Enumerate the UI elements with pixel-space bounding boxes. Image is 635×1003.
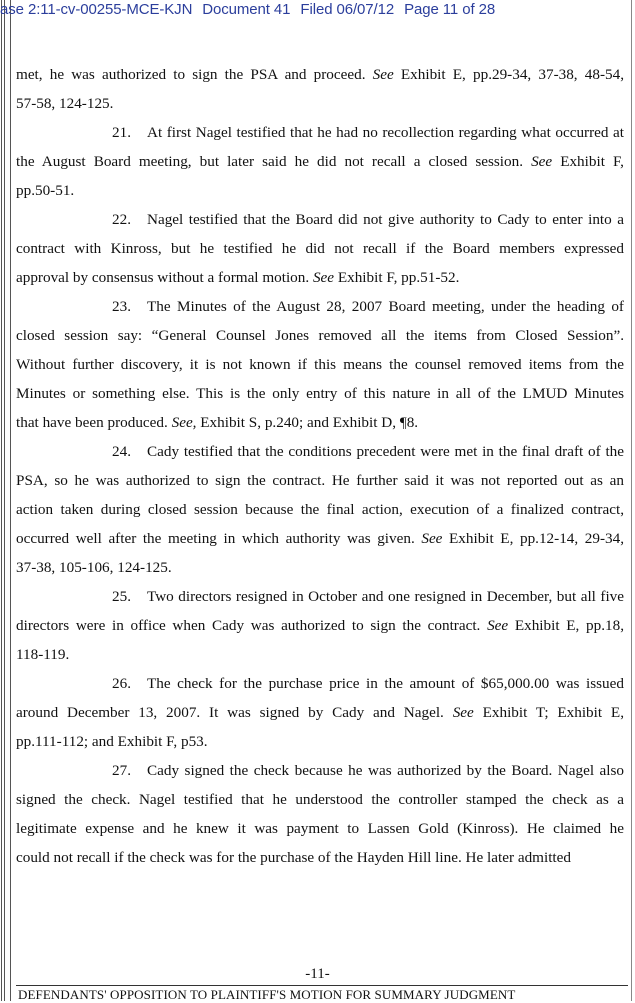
document-number: Document 41: [202, 1, 291, 18]
body-line: [16, 437, 624, 466]
body-text: [16, 60, 624, 872]
line-text: Cady testified that the conditions precedent were met in the final draft of the: [147, 443, 624, 460]
line-text: action taken during closed session because the final action, execution of a finalized contract,: [16, 501, 624, 518]
body-line: [16, 292, 624, 321]
paragraph-number: 24.: [112, 443, 131, 460]
line-text: closed session say: “General Counsel Jones removed all the items from Closed Session”.: [16, 327, 624, 344]
body-line: [16, 669, 624, 698]
paragraph-number: 27.: [112, 762, 131, 779]
line-text: the August Board meeting, but later said he did not recall a closed session. See Exhibit F,: [16, 153, 624, 170]
line-text: signed the check. Nagel testified that he understood the controller stamped the check as a: [16, 791, 624, 808]
line-text: Without further discovery, it is not known if this means the counsel removed items from the: [16, 356, 624, 373]
body-line: [16, 814, 624, 843]
case-header: [0, 0, 505, 20]
filed-date: Filed 06/07/12: [300, 1, 395, 18]
line-text: The Minutes of the August 28, 2007 Board meeting, under the heading of: [147, 298, 624, 315]
line-text: occurred well after the meeting in which authority was given. See Exhibit E, pp.12-14, 29-34,: [16, 530, 624, 547]
line-text: directors were in office when Cady was authorized to sign the contract. See Exhibit E, pp.18,: [16, 617, 624, 634]
line-text: could not recall if the check was for the purchase of the Hayden Hill line. He later admitted: [16, 849, 571, 866]
body-line: [16, 147, 624, 176]
paragraph-number: 25.: [112, 588, 131, 605]
line-text: Cady signed the check because he was authorized by the Board. Nagel also: [147, 762, 624, 779]
body-line: [16, 727, 624, 756]
body-line: [16, 408, 624, 437]
page-number: -11-: [305, 966, 330, 982]
line-text: approval by consensus without a formal motion. See Exhibit F, pp.51-52.: [16, 269, 460, 286]
case-number: ase 2:11-cv-00255-MCE-KJN: [0, 1, 193, 18]
line-text: PSA, so he was authorized to sign the contract. He further said it was not reported out as an: [16, 472, 624, 489]
body-line: [16, 611, 624, 640]
page-count: Page 11 of 28: [404, 1, 496, 18]
body-line: [16, 205, 624, 234]
body-line: [16, 321, 624, 350]
body-line: [16, 582, 624, 611]
line-text: 118-119.: [16, 646, 70, 663]
line-text: The check for the purchase price in the amount of $65,000.00 was issued: [147, 675, 624, 692]
body-line: [16, 176, 624, 205]
body-line: [16, 60, 624, 89]
margin-rule-right: [631, 0, 632, 1001]
line-text: Minutes or something else. This is the only entry of this nature in all of the LMUD Minutes: [16, 385, 624, 402]
footer-rule: [16, 985, 628, 986]
paragraph-number: 22.: [112, 211, 131, 228]
footer-caption: DEFENDANTS' OPPOSITION TO PLAINTIFF'S MOTION FOR SUMMARY JUDGMENT: [18, 987, 516, 1002]
line-text: met, he was authorized to sign the PSA and proceed. See Exhibit E, pp.29-34, 37-38, 48-54,: [16, 66, 624, 83]
body-line: [16, 379, 624, 408]
margin-rule-left: [1, 0, 2, 1001]
line-text: legitimate expense and he knew it was payment to Lassen Gold (Kinross). He claimed he: [16, 820, 624, 837]
line-text: Nagel testified that the Board did not give authority to Cady to enter into a: [147, 211, 624, 228]
line-text: around December 13, 2007. It was signed by Cady and Nagel. See Exhibit T; Exhibit E,: [16, 704, 624, 721]
body-line: [16, 553, 624, 582]
body-line: [16, 756, 624, 785]
paragraph-number: 26.: [112, 675, 131, 692]
line-text: pp.111-112; and Exhibit F, p53.: [16, 733, 208, 750]
body-line: [16, 234, 624, 263]
body-line: [16, 698, 624, 727]
body-line: [16, 785, 624, 814]
body-line: [16, 524, 624, 553]
margin-rule-text: [10, 0, 11, 1001]
body-line: [16, 263, 624, 292]
line-text: Two directors resigned in October and one resigned in December, but all five: [147, 588, 624, 605]
line-text: At first Nagel testified that he had no recollection regarding what occurred at: [147, 124, 624, 141]
body-line: [16, 466, 624, 495]
line-text: contract with Kinross, but he testified he did not recall if the Board members expressed: [16, 240, 624, 257]
paragraph-number: 21.: [112, 124, 131, 141]
body-line: [16, 495, 624, 524]
line-text: 37-38, 105-106, 124-125.: [16, 559, 172, 576]
margin-rule-left-inner: [4, 0, 5, 1001]
body-line: [16, 89, 624, 118]
body-line: [16, 118, 624, 147]
paragraph-number: 23.: [112, 298, 131, 315]
body-line: [16, 350, 624, 379]
line-text: pp.50-51.: [16, 182, 75, 199]
line-text: 57-58, 124-125.: [16, 95, 114, 112]
line-text: that have been produced. See, Exhibit S, p.240; and Exhibit D, ¶8.: [16, 414, 419, 431]
body-line: [16, 843, 624, 872]
body-line: [16, 640, 624, 669]
